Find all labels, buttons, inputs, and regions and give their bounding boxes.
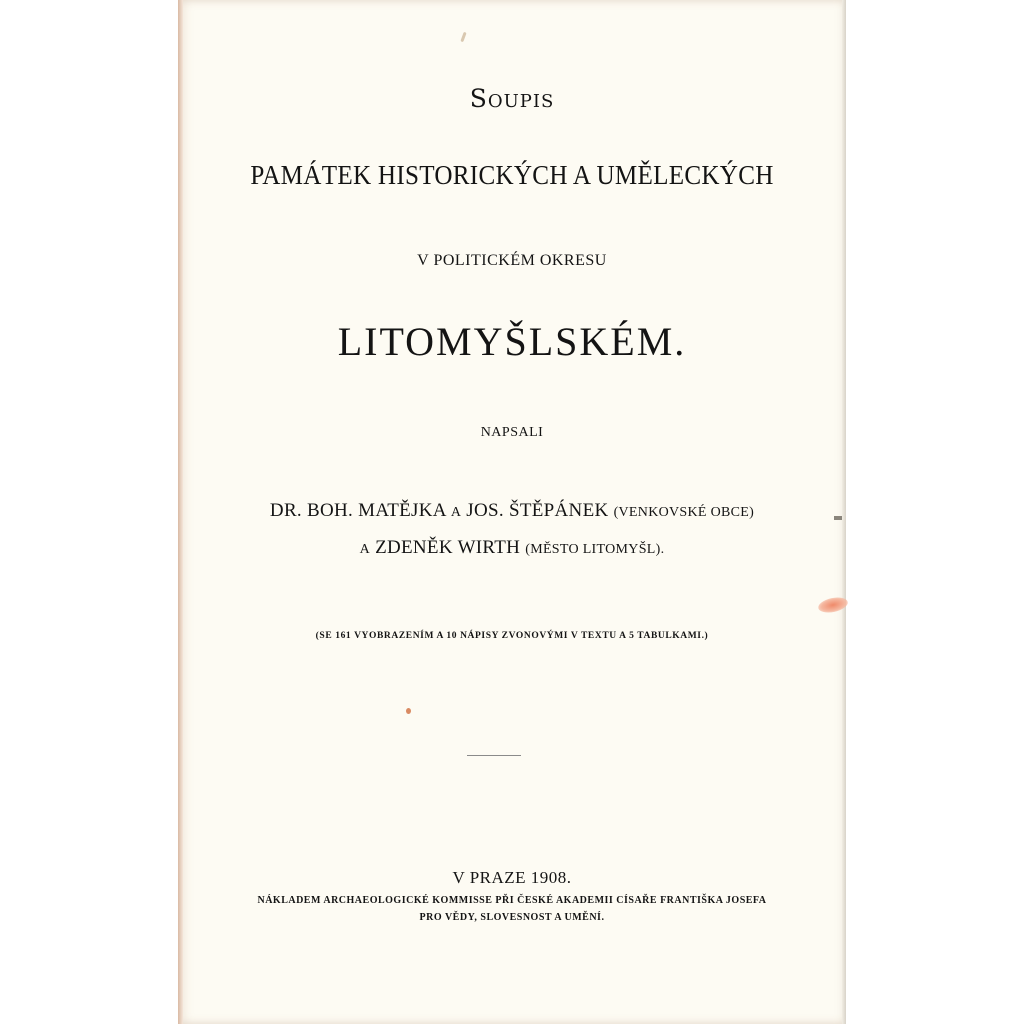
author-wirth: ZDENĚK WIRTH	[375, 537, 521, 558]
divider-rule	[467, 755, 521, 756]
publisher-line-2: PRO VĚDY, SLOVESNOST A UMĚNÍ.	[419, 912, 605, 923]
authors-line-1	[178, 500, 846, 522]
author-stepanek: JOS. ŠTĚPÁNEK	[466, 500, 609, 521]
series-title: Soupis	[469, 84, 555, 113]
district-name: LITOMYŠLSKÉM.	[337, 319, 687, 364]
illustrations-note: (SE 161 VYOBRAZENÍM A 10 NÁPISY ZVONOVÝMI V TEXTU A 5 TABULKAMI.)	[315, 631, 709, 641]
conjunction-a: A	[450, 505, 462, 520]
subject-title: PAMÁTEK HISTORICKÝCH A UMĚLECKÝCH	[250, 160, 774, 190]
conjunction-a: A	[359, 542, 371, 557]
publisher-line-1: NÁKLADEM ARCHAEOLOGICKÉ KOMMISSE PŘI ČESKÉ AKADEMII CÍSAŘE FRANTIŠKA JOSEFA	[257, 895, 767, 906]
district-intro: V POLITICKÉM OKRESU	[417, 252, 607, 269]
place-year: V PRAZE 1908.	[452, 868, 572, 887]
paper-speck	[406, 708, 411, 714]
written-by-label: NAPSALI	[480, 425, 544, 440]
author-wirth-note: (MĚSTO LITOMYŠL).	[525, 542, 665, 557]
author-stepanek-note: (VENKOVSKÉ OBCE)	[613, 505, 755, 520]
authors-line-2	[178, 537, 846, 559]
author-matejka: DR. BOH. MATĚJKA	[269, 500, 446, 521]
